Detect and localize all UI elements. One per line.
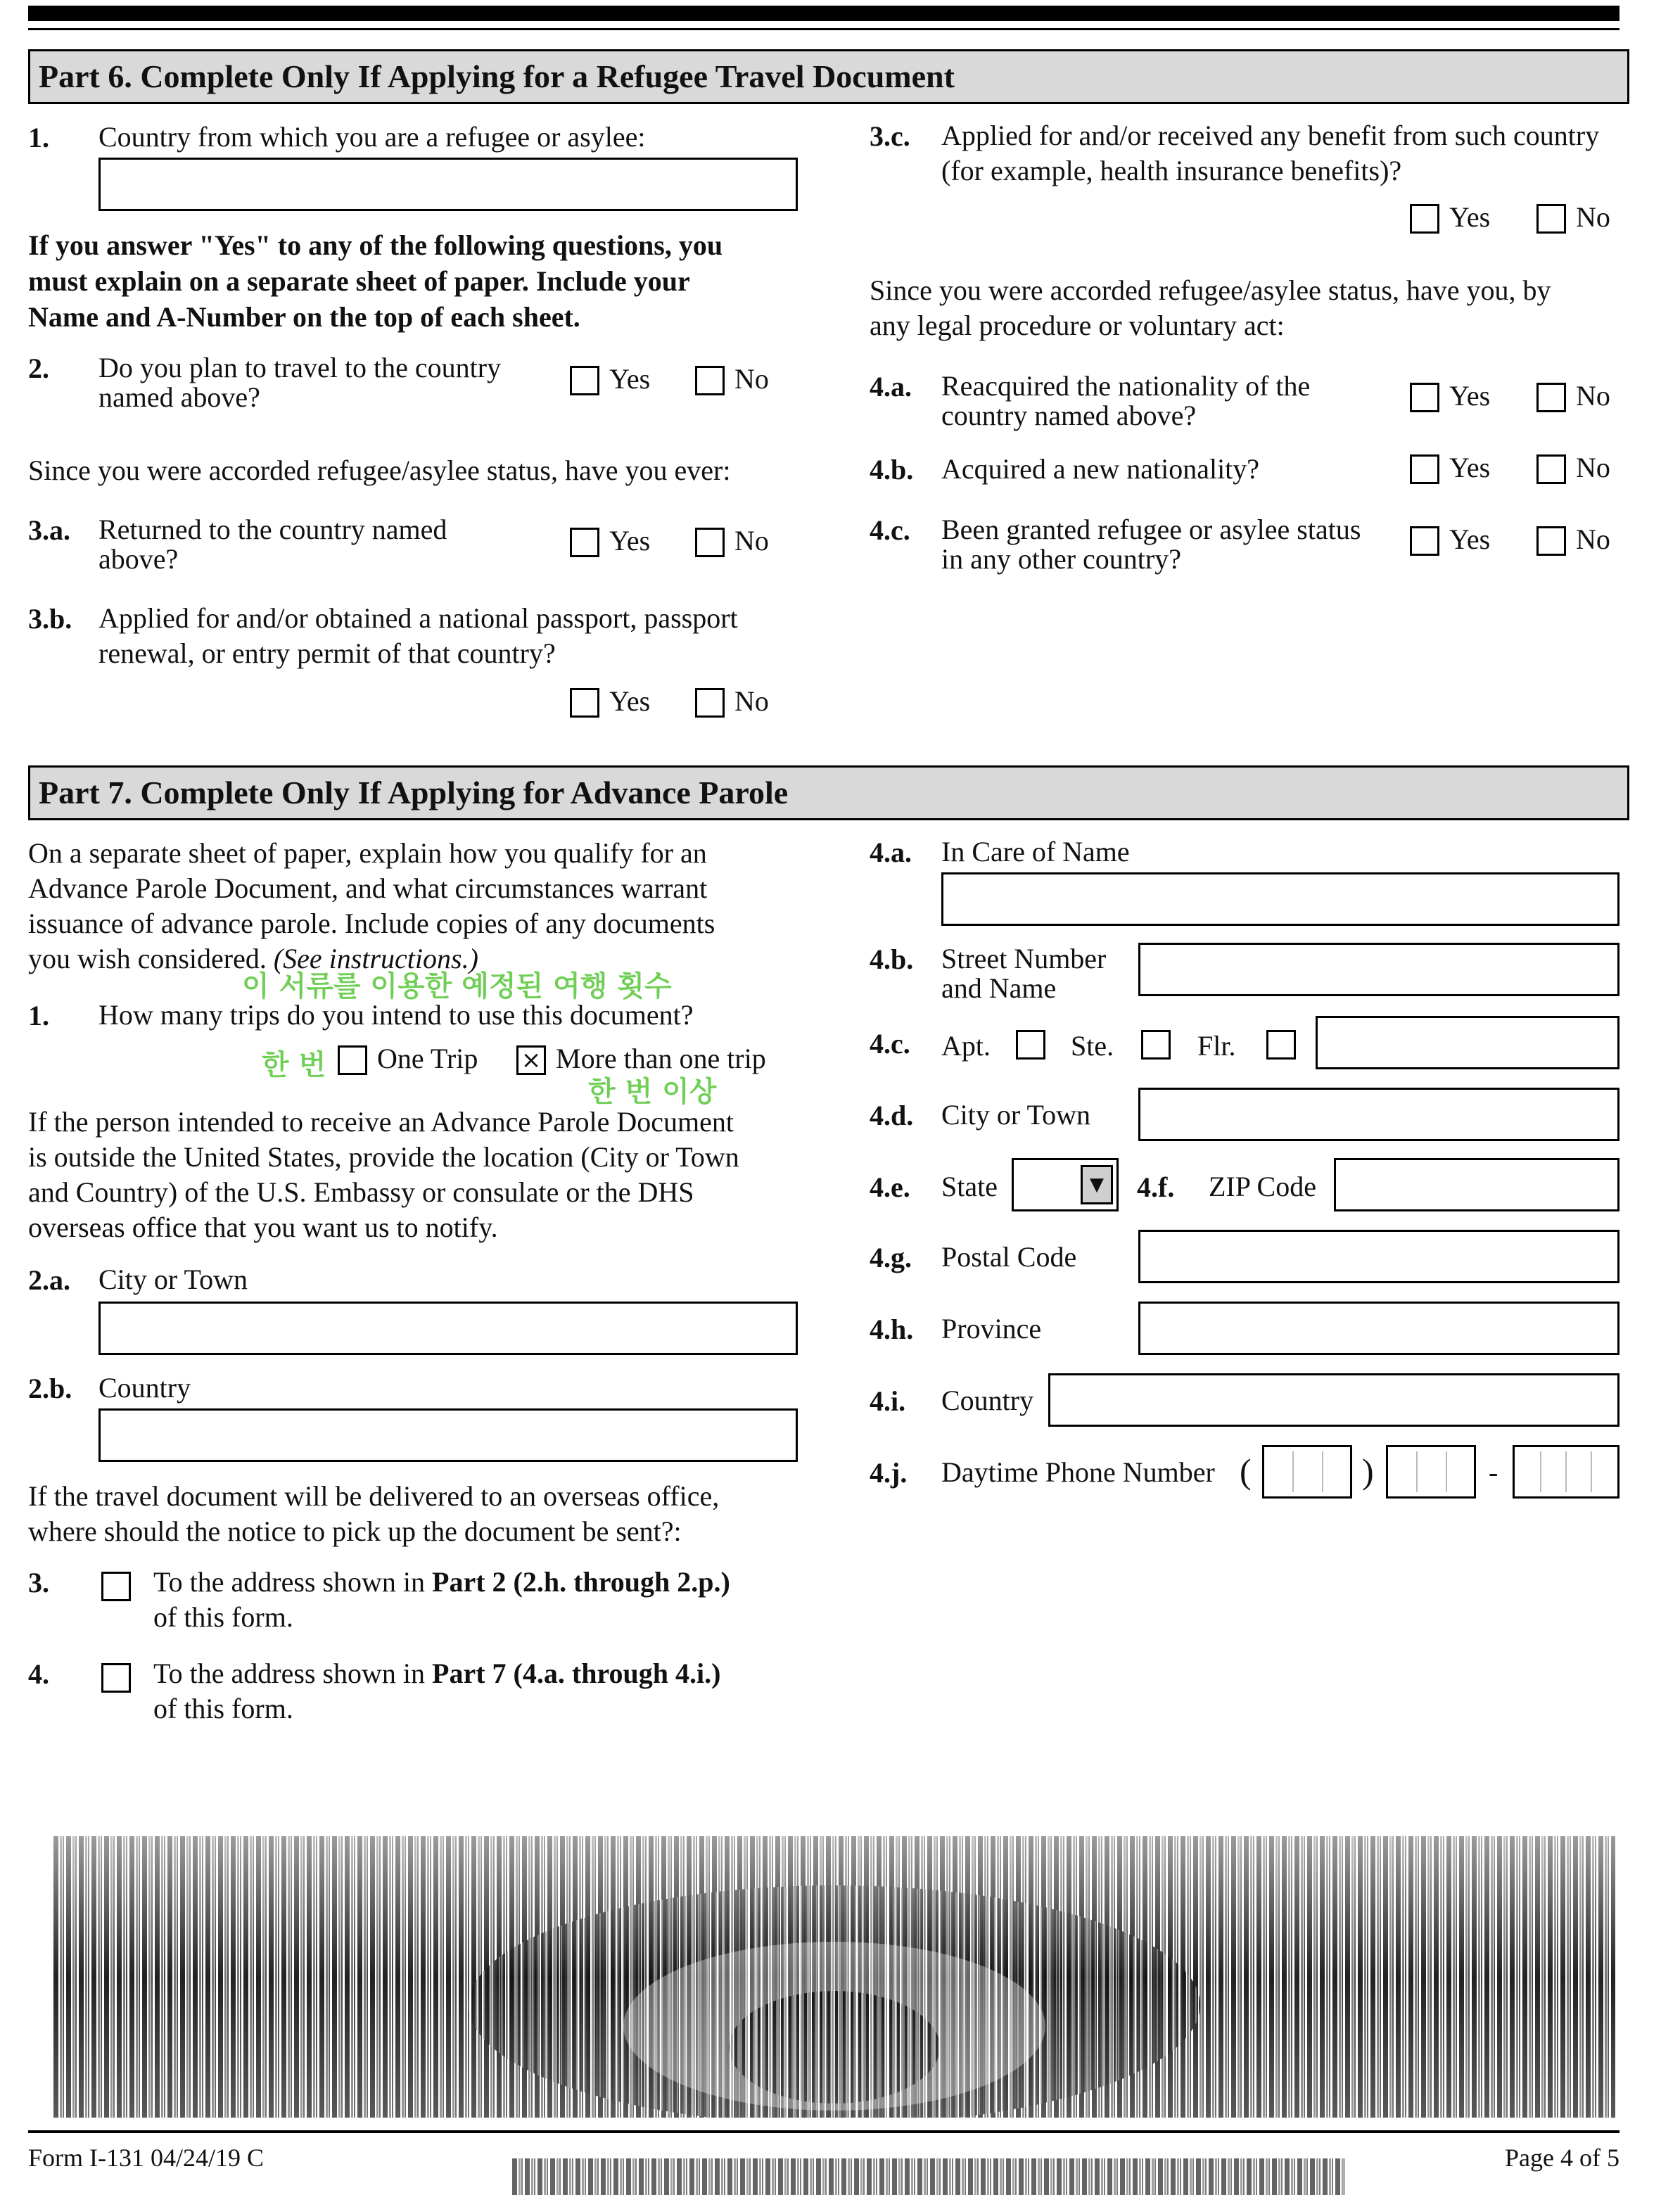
phone-open-paren: ( <box>1240 1451 1252 1491</box>
p6-q3c-no-label: No <box>1576 201 1610 233</box>
p6-q2-yes-label: Yes <box>609 363 651 395</box>
p6-q2-number: 2. <box>28 352 49 384</box>
p6-q2-line2: named above? <box>98 381 260 413</box>
p7-q2a-number: 2.a. <box>28 1264 70 1296</box>
p6-q4c-yes-checkbox[interactable] <box>1410 526 1439 556</box>
p7-4h-label: Province <box>941 1313 1042 1344</box>
p6-q3c-yes-label: Yes <box>1449 201 1491 233</box>
barcode-image <box>53 1836 1615 2118</box>
city-town-input[interactable] <box>1138 1088 1619 1141</box>
p6-q4b-yes-checkbox[interactable] <box>1410 454 1439 484</box>
phone-dash: - <box>1489 1456 1498 1488</box>
p6-q3b-line1: Applied for and/or obtained a national passport, passport <box>98 602 738 634</box>
phone-prefix-input[interactable] <box>1386 1445 1476 1499</box>
see-instructions: (See instructions.) <box>273 943 478 974</box>
p6-q4a-no-checkbox[interactable] <box>1536 383 1566 412</box>
p6-q3b-yes-checkbox[interactable] <box>570 688 599 718</box>
apt-checkbox[interactable] <box>1016 1030 1045 1060</box>
korean-annotation-one: 한 번 <box>262 1049 326 1081</box>
p7-q3-pre: To the address shown in <box>153 1566 433 1598</box>
p6-q2-yes-checkbox[interactable] <box>570 366 599 395</box>
flr-label: Flr. <box>1197 1030 1236 1062</box>
p7-4h-number: 4.h. <box>870 1313 914 1345</box>
p6-q4a-number: 4.a. <box>870 371 912 402</box>
p7-q1-label: How many trips do you intend to use this document? <box>98 999 694 1031</box>
p7-q4-line2: of this form. <box>153 1693 293 1724</box>
p6-q3b-line2: renewal, or entry permit of that country? <box>98 637 556 669</box>
digit-divider <box>1292 1451 1294 1492</box>
p7-intro-2: Advance Parole Document, and what circumstances warrant <box>28 872 708 904</box>
p6-q4a-line2: country named above? <box>941 400 1197 431</box>
p7-4g-label: Postal Code <box>941 1241 1077 1273</box>
more-than-one-trip-label: More than one trip <box>556 1043 766 1074</box>
address-country-input[interactable] <box>1048 1373 1619 1427</box>
p6-q4b-yes-label: Yes <box>1449 452 1491 483</box>
p6-q4b-no-label: No <box>1576 452 1610 483</box>
p7-outside-3: and Country) of the U.S. Embassy or consulate or the DHS <box>28 1176 694 1208</box>
p6-q4a-yes-checkbox[interactable] <box>1410 383 1439 412</box>
top-rule-thin <box>28 28 1619 30</box>
top-rule <box>28 6 1619 21</box>
p7-4j-label: Daytime Phone Number <box>941 1456 1215 1488</box>
p6-q3c-yes-checkbox[interactable] <box>1410 204 1439 234</box>
p7-outside-1: If the person intended to receive an Advance Parole Document <box>28 1106 734 1138</box>
p7-4d-label: City or Town <box>941 1099 1091 1131</box>
apt-label: Apt. <box>941 1030 991 1062</box>
p6-q4c-yes-label: Yes <box>1449 523 1491 555</box>
p7-4i-number: 4.i. <box>870 1385 906 1417</box>
p7-q2b-label: Country <box>98 1372 191 1404</box>
digit-divider <box>1565 1451 1567 1492</box>
p7-4e-label: State <box>941 1171 998 1202</box>
p6-q3a-number: 3.a. <box>28 514 70 546</box>
p7-4b-line2: and Name <box>941 972 1057 1004</box>
notice-part7-address-checkbox[interactable] <box>101 1663 131 1693</box>
p6-q4a-yes-label: Yes <box>1449 380 1491 412</box>
p6-q3a-yes-label: Yes <box>609 525 651 556</box>
more-than-one-trip-checkbox[interactable]: × <box>516 1045 546 1075</box>
ste-checkbox[interactable] <box>1141 1030 1171 1060</box>
p7-outside-4: overseas office that you want us to notify. <box>28 1211 498 1243</box>
p6-q3a-line1: Returned to the country named <box>98 514 447 545</box>
p7-q3-line1 <box>153 1565 730 1600</box>
p6-q3c-line1: Applied for and/or received any benefit from such country <box>941 120 1600 151</box>
p7-q2b-number: 2.b. <box>28 1373 72 1404</box>
phone-line-input[interactable] <box>1513 1445 1619 1499</box>
p7-intro-1: On a separate sheet of paper, explain how you qualify for an <box>28 837 707 869</box>
in-care-of-name-input[interactable] <box>941 872 1619 926</box>
p7-overseas-2: where should the notice to pick up the document be sent?: <box>28 1515 682 1547</box>
part6-header: Part 6. Complete Only If Applying for a Refugee Travel Document <box>28 49 1629 104</box>
p7-4a-label: In Care of Name <box>941 836 1130 867</box>
flr-checkbox[interactable] <box>1266 1030 1296 1060</box>
digit-divider <box>1540 1451 1541 1492</box>
p7-q3-number: 3. <box>28 1567 49 1598</box>
p6-q4c-number: 4.c. <box>870 514 910 546</box>
p7-4g-number: 4.g. <box>870 1242 912 1273</box>
p7-q4-pre: To the address shown in <box>153 1658 433 1689</box>
p7-outside-2: is outside the United States, provide the location (City or Town <box>28 1141 739 1173</box>
phone-area-code-input[interactable] <box>1262 1445 1352 1499</box>
province-input[interactable] <box>1138 1302 1619 1355</box>
embassy-country-input[interactable] <box>98 1408 798 1462</box>
digit-divider <box>1591 1451 1592 1492</box>
p7-intro-3: issuance of advance parole. Include copies of any documents <box>28 908 715 939</box>
p7-4e-number: 4.e. <box>870 1171 910 1203</box>
one-trip-label: One Trip <box>377 1043 478 1074</box>
p6-q2-line1: Do you plan to travel to the country <box>98 352 502 383</box>
digit-divider <box>1446 1451 1447 1492</box>
p6-instructions-3: Name and A-Number on the top of each sheet. <box>28 301 580 333</box>
embassy-city-input[interactable] <box>98 1302 798 1355</box>
page-number: Page 4 of 5 <box>1505 2144 1619 2172</box>
p6-since-ever: Since you were accorded refugee/asylee status, have you ever: <box>28 454 731 486</box>
p6-q4c-line1: Been granted refugee or asylee status <box>941 514 1361 545</box>
p6-q3b-number: 3.b. <box>28 603 72 635</box>
one-trip-checkbox[interactable] <box>338 1045 367 1075</box>
p7-q4-number: 4. <box>28 1658 49 1690</box>
part7-header: Part 7. Complete Only If Applying for Advance Parole <box>28 765 1629 820</box>
p6-q4a-line1: Reacquired the nationality of the <box>941 370 1311 402</box>
p7-q4-line1 <box>153 1656 720 1691</box>
form-number: Form I-131 04/24/19 C <box>28 2144 265 2172</box>
p6-q3b-yes-label: Yes <box>609 685 651 717</box>
p6-q4b-number: 4.b. <box>870 454 914 485</box>
p6-since-legal-2: any legal procedure or voluntary act: <box>870 310 1285 341</box>
chevron-down-icon[interactable]: ▼ <box>1081 1165 1113 1204</box>
p6-since-legal-1: Since you were accorded refugee/asylee status, have you, by <box>870 274 1551 306</box>
digit-divider <box>1322 1451 1323 1492</box>
p6-q3c-line2: (for example, health insurance benefits)? <box>941 155 1402 186</box>
p7-4j-number: 4.j. <box>870 1457 908 1489</box>
korean-annotation-more: 한 번 이상 <box>588 1076 717 1108</box>
p7-q4-bold: Part 7 (4.a. through 4.i.) <box>432 1658 721 1689</box>
p7-4f-number: 4.f. <box>1137 1171 1175 1203</box>
p6-q3b-no-checkbox[interactable] <box>695 688 725 718</box>
p7-4b-number: 4.b. <box>870 943 914 975</box>
p6-q3a-no-label: No <box>734 525 769 556</box>
p6-q3a-yes-checkbox[interactable] <box>570 528 599 557</box>
p7-overseas-1: If the travel document will be delivered to an overseas office, <box>28 1480 720 1512</box>
p7-4d-number: 4.d. <box>870 1100 914 1131</box>
p6-instructions-1: If you answer "Yes" to any of the following questions, you <box>28 229 723 261</box>
p6-q3a-no-checkbox[interactable] <box>695 528 725 557</box>
p6-q2-no-label: No <box>734 363 769 395</box>
p6-instructions-2: must explain on a separate sheet of paper. Include your <box>28 265 690 297</box>
footer-barcode-image <box>512 2158 1345 2195</box>
p6-q1-label: Country from which you are a refugee or asylee: <box>98 121 646 153</box>
p7-q2a-label: City or Town <box>98 1264 248 1295</box>
p6-q4c-no-label: No <box>1576 523 1610 555</box>
p7-4f-label: ZIP Code <box>1209 1171 1316 1202</box>
notice-part2-address-checkbox[interactable] <box>101 1572 131 1601</box>
postal-code-input[interactable] <box>1138 1230 1619 1283</box>
p7-intro-4-text: you wish considered. <box>28 943 274 974</box>
p6-q3c-number: 3.c. <box>870 120 910 152</box>
korean-annotation-trips: 이 서류를 이용한 예정된 여행 횟수 <box>242 970 672 1003</box>
ste-label: Ste. <box>1071 1030 1114 1062</box>
refugee-country-input[interactable] <box>98 158 798 211</box>
p6-q4a-no-label: No <box>1576 380 1610 412</box>
p7-4b-line1: Street Number <box>941 943 1107 974</box>
p6-q4b-no-checkbox[interactable] <box>1536 454 1566 484</box>
p6-q4c-line2: in any other country? <box>941 543 1181 575</box>
footer-rule <box>28 2130 1619 2133</box>
digit-divider <box>1416 1451 1418 1492</box>
p6-q3a-line2: above? <box>98 543 179 575</box>
p7-q3-line2: of this form. <box>153 1601 293 1633</box>
p7-4a-number: 4.a. <box>870 836 912 868</box>
p6-q4c-no-checkbox[interactable] <box>1536 526 1566 556</box>
p6-q3c-no-checkbox[interactable] <box>1536 204 1566 234</box>
p7-q1-number: 1. <box>28 1000 49 1031</box>
phone-close-paren: ) <box>1362 1451 1374 1491</box>
zip-code-input[interactable] <box>1334 1158 1619 1211</box>
p6-q2-no-checkbox[interactable] <box>695 366 725 395</box>
p7-4c-number: 4.c. <box>870 1028 910 1060</box>
p6-q1-number: 1. <box>28 122 49 153</box>
p7-q3-bold: Part 2 (2.h. through 2.p.) <box>432 1566 730 1598</box>
street-number-name-input[interactable] <box>1138 943 1619 996</box>
p6-q3b-no-label: No <box>734 685 769 717</box>
p6-q4b-line1: Acquired a new nationality? <box>941 453 1260 485</box>
p7-4i-label: Country <box>941 1385 1034 1416</box>
apt-number-input[interactable] <box>1316 1016 1619 1069</box>
